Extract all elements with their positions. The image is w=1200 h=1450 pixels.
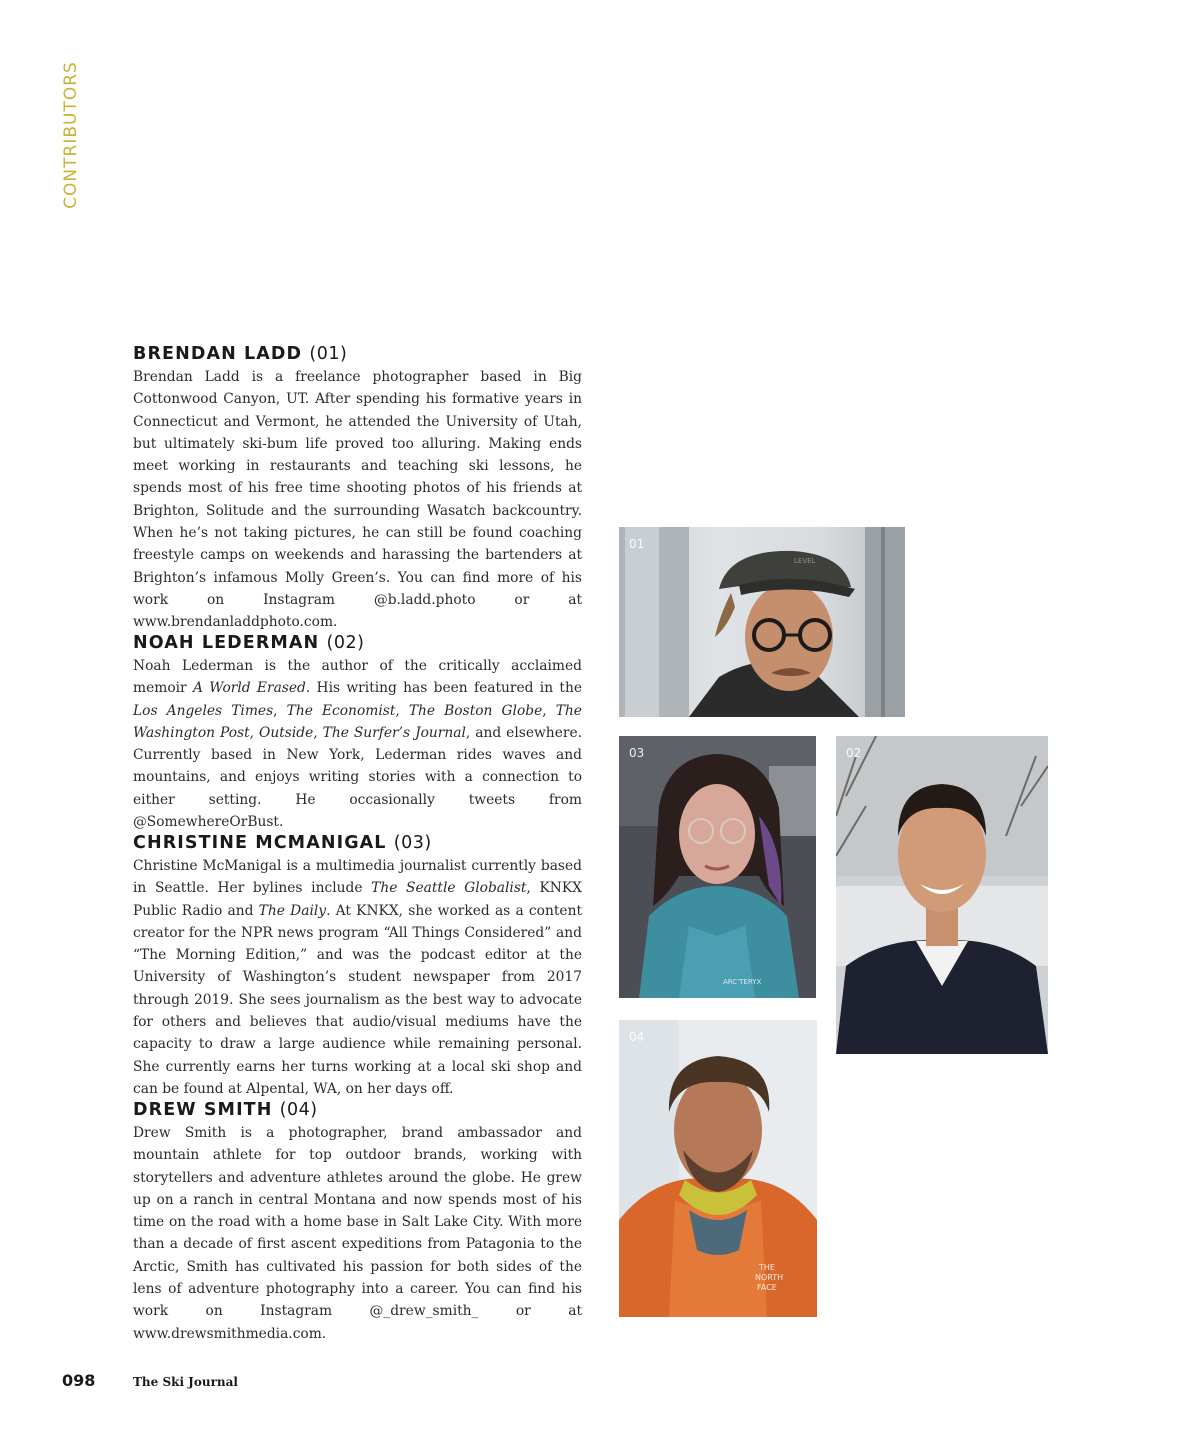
contributor-entry	[133, 1098, 582, 1345]
section-label	[46, 60, 96, 210]
contributor-name: DREW SMITH	[133, 1100, 273, 1120]
bio-text-run: ,	[249, 724, 260, 741]
contributor-name-heading	[133, 1098, 582, 1122]
bio-text-run: ,	[273, 702, 287, 719]
svg-text:LEVEL: LEVEL	[794, 557, 816, 565]
contributor-name-heading	[133, 631, 582, 655]
contributor-bio	[133, 855, 582, 1100]
photo-tag: 04	[629, 1030, 645, 1044]
publication-name: The Ski Journal	[133, 1375, 238, 1389]
bio-italic-run: The Washington Post	[133, 702, 582, 741]
svg-text:ARC'TERYX: ARC'TERYX	[723, 978, 762, 986]
bio-text-run: Brendan Ladd is a freelance photographer based in Big Cottonwood Canyon, UT. After spending his formative years in Connecticut and Vermont, he attended the University of Utah, but ultimately ski-bum life proved too alluring. Making ends meet working in restaurants and teaching ski lessons, he spends most of his free time shooting photos of his friends at Brighton, Solitude and the surrounding Wasatch backcountry. When he’s not taking pictures, he can still be found coaching freestyle camps on weekends and harassing the bartenders at Brighton’s infamous Molly Green’s. You can find more of his work on Instagram @b.ladd.photo or at www.brendanladdphoto.com.	[133, 369, 582, 631]
svg-text:FACE: FACE	[757, 1283, 777, 1292]
photo-tag: 03	[629, 746, 645, 760]
contributor-bio	[133, 366, 582, 634]
contributor-name: CHRISTINE MCMANIGAL	[133, 833, 387, 853]
contributor-entry	[133, 831, 582, 1100]
contributor-number: (04)	[279, 1100, 318, 1120]
svg-text:THE: THE	[759, 1263, 775, 1272]
contributor-name: BRENDAN LADD	[133, 344, 303, 364]
bio-text-run: . His writing has been featured in the	[305, 680, 582, 697]
contributor-photo-04	[619, 1020, 817, 1317]
contributor-name: NOAH LEDERMAN	[133, 633, 320, 653]
photo-tag: 01	[629, 537, 645, 551]
section-label-text: CONTRIBUTORS	[61, 61, 81, 209]
contributor-bio	[133, 1122, 582, 1345]
bio-italic-run: The Boston Globe	[408, 702, 543, 719]
portrait-image	[836, 736, 1048, 1054]
contributor-number: (01)	[309, 344, 348, 364]
bio-text-run: Noah Lederman is the author of the critically acclaimed memoir	[133, 658, 582, 697]
bio-text-run: , and elsewhere. Currently based in New York, Lederman rides waves and mountains, and enjoys writing stories with a connection to either setting. He occasionally tweets from @SomewhereOrBust.	[133, 724, 583, 831]
bio-italic-run: A World Erased	[192, 680, 306, 697]
contributor-name-heading	[133, 342, 582, 366]
contributor-name-heading	[133, 831, 582, 855]
bio-text-run: Christine McManigal is a multimedia journalist currently based in Seattle. Her bylines include	[133, 858, 582, 897]
contributor-photo-01	[619, 527, 905, 717]
bio-text-run: ,	[395, 702, 409, 719]
contributor-photo-02	[836, 736, 1048, 1054]
bio-italic-run: Outside	[259, 724, 314, 741]
page-number: 098	[62, 1371, 96, 1390]
portrait-image	[619, 527, 905, 717]
bio-text-run: ,	[542, 702, 556, 719]
svg-text:NORTH: NORTH	[755, 1273, 784, 1282]
bio-italic-run: The Surfer’s Journal	[322, 724, 466, 741]
bio-text-run: . At KNKX, she worked as a content creator for the NPR news program “All Things Considered” and “The Morning Edition,” and was the podcast editor at the University of Washington’s student newspaper from 2017 through 2019. She sees journalism as the best way to advocate for others and believes that audio/visual mediums have the capacity to draw a large audience while remaining personal. She currently earns her turns working at a local ski shop and can be found at Alpental, WA, on her days off.	[133, 902, 582, 1097]
bio-italic-run: Los Angeles Times	[133, 702, 274, 719]
contributor-entry	[133, 631, 582, 833]
portrait-image	[619, 1020, 817, 1317]
bio-italic-run: The Daily	[258, 902, 327, 919]
bio-text-run: ,	[313, 724, 323, 741]
bio-text-run: Drew Smith is a photographer, brand ambassador and mountain athlete for top outdoor brands, working with storytellers and adventure athletes around the globe. He grew up on a ranch in central Montana and now spends most of his time on the road with a home base in Salt Lake City. With more than a decade of first ascent expeditions from Patagonia to the Arctic, Smith has cultivated his passion for both sides of the lens of adventure photography into a career. You can find his work on Instagram @_drew_smith_ or at www.drewsmithmedia.com.	[133, 1125, 582, 1342]
contributor-number: (03)	[393, 833, 432, 853]
bio-italic-run: The Seattle Globalist	[371, 880, 527, 897]
contributor-entry	[133, 342, 582, 634]
bio-italic-run: The Economist	[286, 702, 396, 719]
portrait-image	[619, 736, 816, 998]
photo-tag: 02	[846, 746, 862, 760]
contributor-photo-03	[619, 736, 816, 998]
contributor-bio	[133, 655, 582, 833]
contributor-number: (02)	[326, 633, 365, 653]
bio-text-run: , KNKX Public Radio and	[133, 880, 582, 919]
